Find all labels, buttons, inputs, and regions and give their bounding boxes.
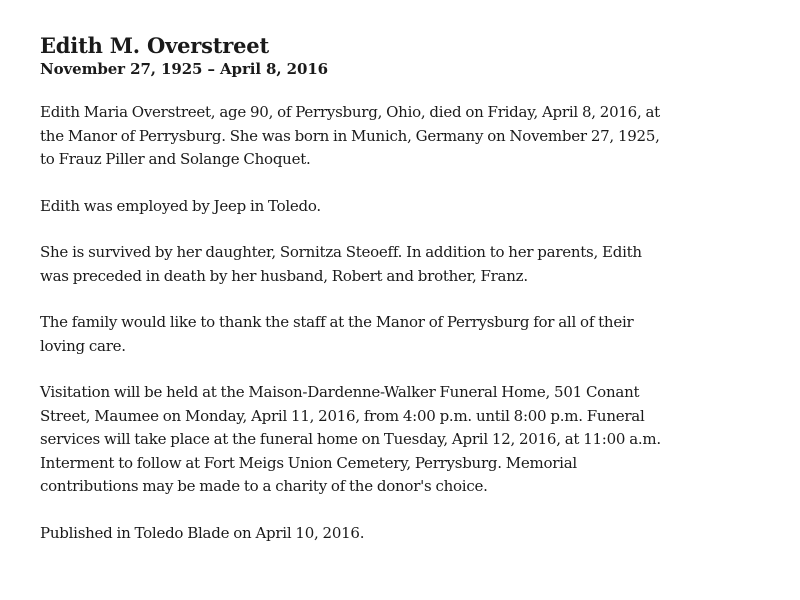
text-line: contributions may be made to a charity of the donor's choice.: [40, 477, 488, 495]
text-line: Edith Maria Overstreet, age 90, of Perrysburg, Ohio, died on Friday, April 8, 2016, at: [40, 103, 660, 121]
paragraph-death-notice: [40, 101, 790, 172]
text-line: was preceded in death by her husband, Robert and brother, Franz.: [40, 266, 528, 285]
paragraph-thanks: [40, 311, 790, 358]
text-line: Published in Toledo Blade on April 10, 2016.: [40, 523, 365, 542]
text-line: the Manor of Perrysburg. She was born in Munich, Germany on November 27, 1925,: [40, 126, 660, 145]
text-line: loving care.: [40, 336, 126, 355]
life-dates: November 27, 1925 – April 8, 2016: [40, 60, 328, 78]
paragraph-employment: [40, 195, 790, 219]
text-line: Street, Maumee on Monday, April 11, 2016, from 4:00 p.m. until 8:00 p.m. Funeral: [40, 406, 645, 425]
text-line: The family would like to thank the staff at the Manor of Perrysburg for all of their: [40, 313, 634, 331]
text-line: Interment to follow at Fort Meigs Union Cemetery, Perrysburg. Memorial: [40, 453, 577, 472]
paragraph-services: [40, 381, 790, 499]
text-line: She is survived by her daughter, Sornitza Steoeff. In addition to her parents, Edith: [40, 243, 642, 261]
paragraph-publication: [40, 522, 790, 546]
text-line: to Frauz Piller and Solange Choquet.: [40, 150, 311, 168]
obituary-document: [40, 33, 790, 568]
obituary-name: Edith M. Overstreet: [40, 33, 269, 58]
text-line: Visitation will be held at the Maison-Dardenne-Walker Funeral Home, 501 Conant: [40, 383, 640, 401]
text-line: Edith was employed by Jeep in Toledo.: [40, 196, 321, 215]
text-line: services will take place at the funeral home on Tuesday, April 12, 2016, at 11:00 a.m.: [40, 430, 661, 448]
paragraph-survivors: [40, 241, 790, 288]
